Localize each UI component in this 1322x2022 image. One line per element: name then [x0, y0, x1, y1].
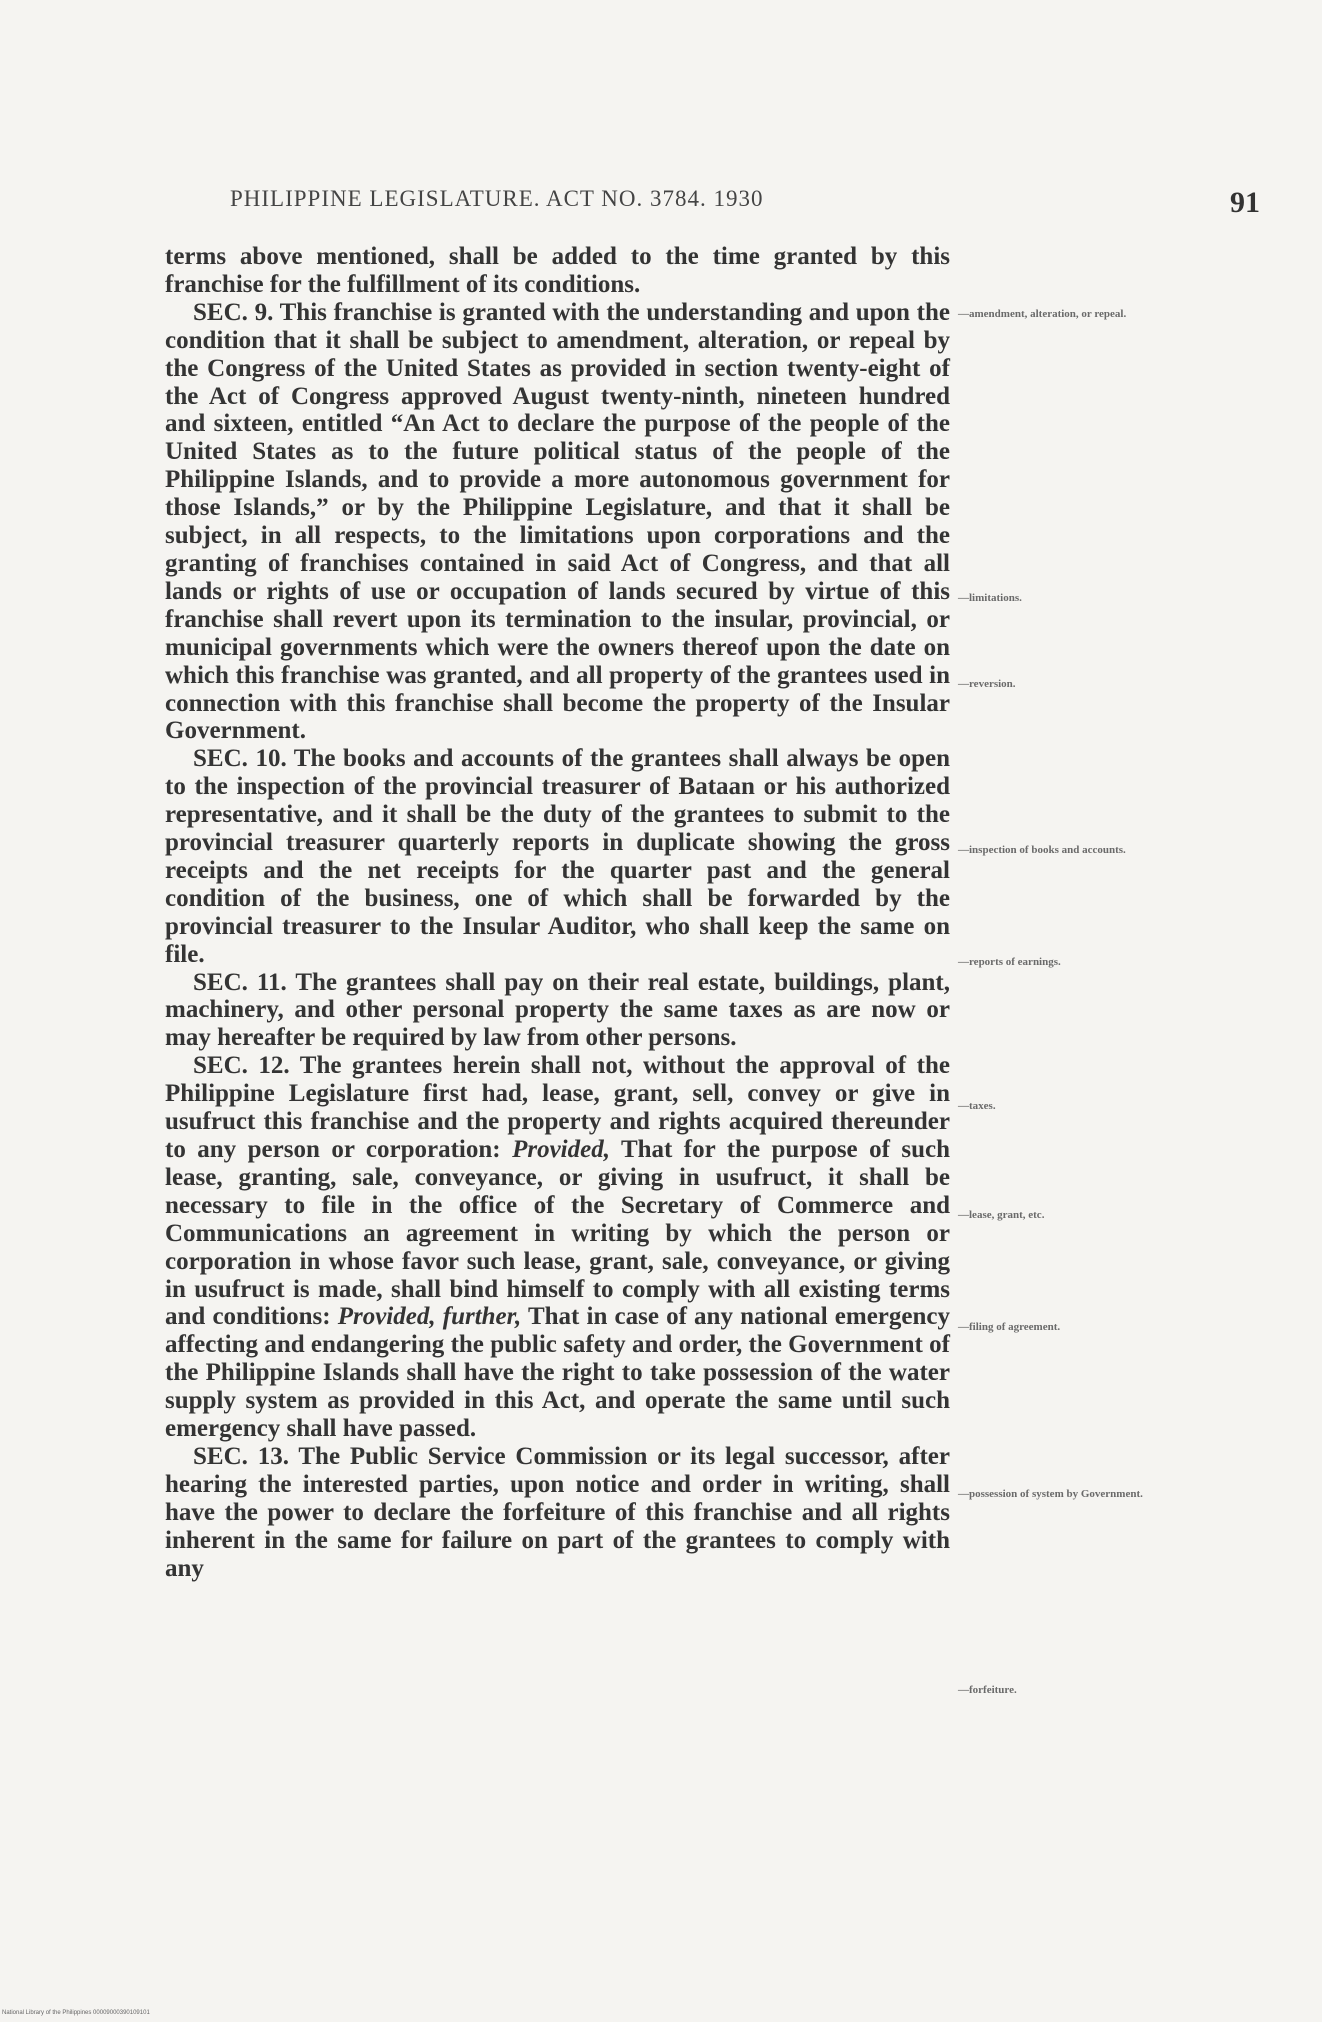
page-number: 91 — [1230, 186, 1260, 219]
side-note-reports: —reports of earnings. — [958, 956, 1061, 968]
section-12 — [165, 1052, 950, 1443]
side-note-inspection: —inspection of books and accounts. — [958, 844, 1126, 856]
section-12-part-a: SEC. 12. The grantees herein shall not, without the approval of the Philippine Legislature first had, lease, grant, sell, convey or give in usufruct this franchise and the property and rights acquired thereunder to any person or corporation: — [165, 1052, 950, 1163]
side-note-taxes: —taxes. — [958, 1100, 996, 1112]
proviso-1: Provided, — [512, 1136, 610, 1163]
section-11: SEC. 11. The grantees shall pay on their real estate, buildings, plant, machinery, and other personal property the same taxes as are now or may hereafter be required by law from other persons. — [165, 968, 950, 1052]
side-note-possession: —possession of system by Government. — [958, 1488, 1143, 1500]
side-note-limitations: —limitations. — [958, 592, 1022, 604]
side-note-lease: —lease, grant, etc. — [958, 1209, 1045, 1221]
section-12-part-e: That in case of any national emergency affecting and endangering the public safety and order, the Government of the Philippine Islands shall have the right to take possession of the water supply system as provided in this Act, and operate the same until such emergency shall have passed. — [165, 1303, 950, 1443]
section-13: SEC. 13. The Public Service Commission or its legal successor, after hearing the interested parties, upon notice and order in writing, shall have the power to declare the forfeiture of this franchise and all rights inherent in the same for failure on part of the grantees to comply with any — [165, 1442, 950, 1582]
body-text — [165, 243, 950, 1583]
side-note-reversion: —reversion. — [958, 678, 1016, 690]
running-title: PHILIPPINE LEGISLATURE. ACT NO. 3784. 1930 — [230, 186, 764, 211]
side-note-forfeiture: —forfeiture. — [958, 1684, 1017, 1696]
section-10: SEC. 10. The books and accounts of the grantees shall always be open to the inspection of the provincial treasurer of Bataan or his authorized representative, and it shall be the duty of the grantees to submit to the provincial treasurer quarterly reports in duplicate showing the gross receipts and the net receipts for the quarter past and the general condition of the business, one of which shall be forwarded by the provincial treasurer to the Insular Auditor, who shall keep the same on file. — [165, 745, 950, 968]
scan-footer: National Library of the Philippines 00009000390109101 — [2, 2010, 150, 2016]
side-note-amendment: —amendment, alteration, or repeal. — [958, 308, 1127, 320]
section-9: SEC. 9. This franchise is granted with the understanding and upon the condition that it shall be subject to amendment, alteration, or repeal by the Congress of the United States as provided in section twenty-eight of the Act of Congress approved August twenty-ninth, nineteen hundred and sixteen, entitled “An Act to declare the purpose of the people of the United States as to the future political status of the people of the Philippine Islands, and to provide a more autonomous government for those Islands,” or by the Philippine Legislature, and that it shall be subject, in all respects, to the limitations upon corporations and the granting of franchises contained in said Act of Congress, and that all lands or rights of use or occupation of lands secured by virtue of this franchise shall revert upon its termination to the insular, provincial, or municipal governments which were the owners thereof upon the date on which this franchise was granted, and all property of the grantees used in connection with this franchise shall become the property of the Insular Government. — [165, 298, 950, 745]
side-note-filing: —filing of agreement. — [958, 1321, 1061, 1333]
section-12-part-c: That for the purpose of such lease, granting, sale, conveyance, or giving in usufruct, it shall be necessary to file in the office of the Secretary of Commerce and Communications an agreement in writing by which the person or corporation in whose favor such lease, grant, sale, conveyance, or giving in usufruct is made, shall bind himself to comply with all existing terms and conditions: — [165, 1136, 951, 1331]
proviso-2: Provided, further, — [337, 1303, 522, 1331]
paragraph-continuation: terms above mentioned, shall be added to the time granted by this franchise for the fulfillment of its conditions. — [165, 243, 950, 298]
